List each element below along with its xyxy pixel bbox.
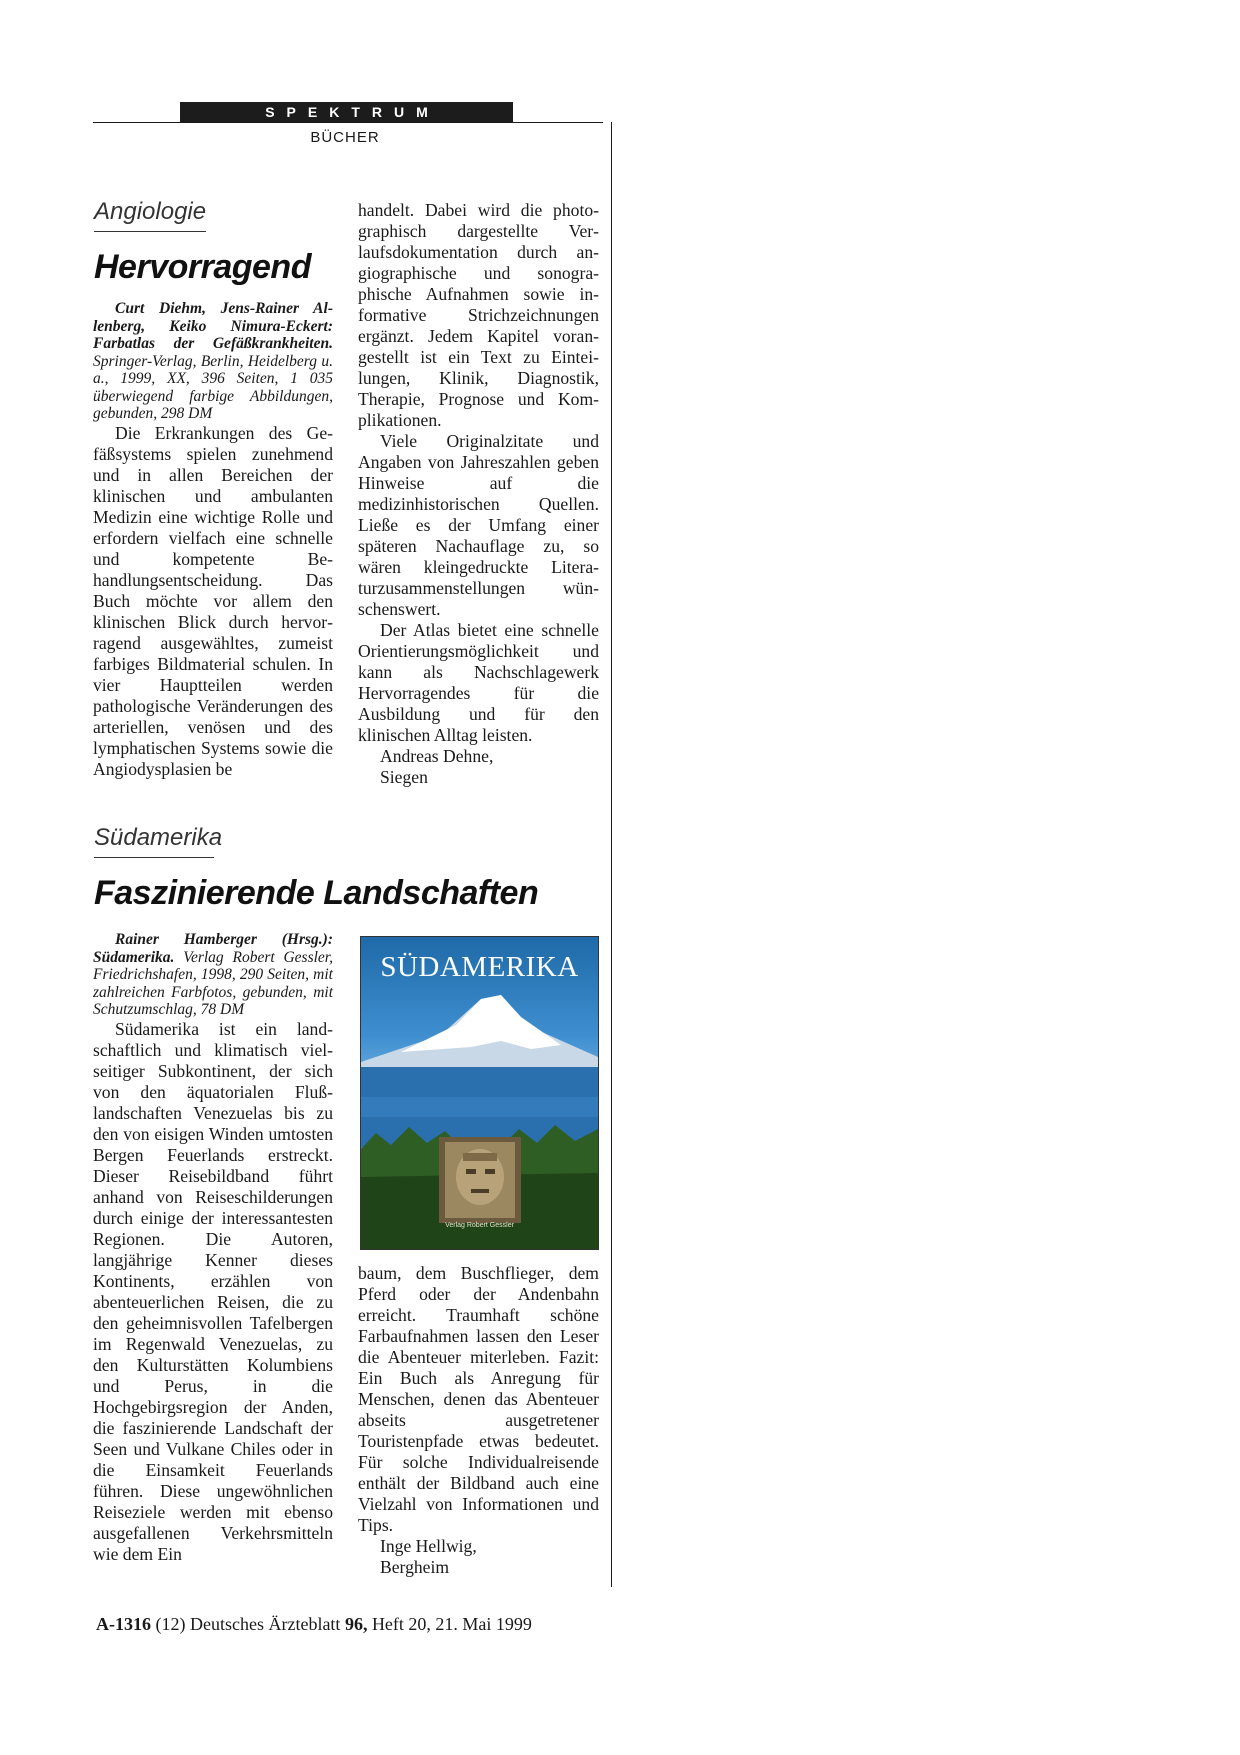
cover-publisher: Verlag Robert Gessler (445, 1222, 514, 1229)
section-label: BÜCHER (310, 129, 380, 146)
article2-biblio-details: Verlag Robert Gessler, Friedrichshafen, 1998, 290 Seiten, mit zahlreichen Farbfotos, gebunden, mit Schutzumschlag, 78 DM (93, 948, 333, 1018)
article1-headline: Hervorragend (94, 248, 311, 286)
book-cover-image (360, 936, 599, 1250)
article1-paragraph-1-cont: handelt. Dabei wird die photographisch dargestellte Verlaufsdokumentation durch angiographische und sonographische Aufnahmen sowie informative Strichzeichnungen ergänzt. Jedem Kapitel vorangestellt ist ein Text zu Einteilungen, Klinik, Diagnostik, Therapie, Prognose und Komplikationen. (358, 200, 599, 430)
article2-place: Bergheim (380, 1557, 450, 1577)
article1-paragraph-2: Viele Originalzitate und Angaben von Jahreszahlen geben Hinweise auf die medizinhistorischen Quellen. Ließe es der Umfang einer späteren Nachauflage zu, so wären kleingedruckte Literaturzusammenstellungen wünschenswert. (358, 431, 599, 619)
article1-biblio-authors: Curt Diehm, Jens-Rainer Allenberg, Keiko Nimura-Eckert: Farbatlas der Gefäßkrankheiten. (93, 300, 333, 352)
page-footer (96, 1614, 532, 1635)
article1-category: Angiologie (94, 198, 207, 225)
article2-paragraph-1: Südamerika ist ein landschaftlich und klimatisch vielseitiger Subkontinent, der sich von den äquatorialen Flußlandschaften Venezuelas bis zu den von eisigen Winden umtosten Bergen Feuerlands erstreckt. Dieser Reisebildband führt anhand von Reiseschilderungen durch einige der interessantesten Regionen. Die Autoren, langjährige Kenner dieses Kontinents, erzählen von abenteuerlichen Reisen, die zu den geheimnisvollen Tafelbergen im Regenwald Venezuelas, zu den Kulturstätten Kolumbiens und Perus, in die Hochgebirgsregion der Anden, die faszinierende Landschaft der Seen und Vulkane Chiles oder in die Einsamkeit Feuerlands führen. Diese ungewöhnlichen Reiseziele werden mit ebenso ausgefallenen Verkehrsmitteln wie dem Ein (93, 1018, 333, 1564)
article2-bibliography (93, 931, 333, 1019)
article2-right-column (358, 1263, 599, 1578)
article1-paragraph-1: Die Erkrankungen des Gefäßsystems spielen zunehmend und in allen Bereichen der klinischen und ambulanten Medizin eine wichtige Rolle und erfordern vielfach eine schnelle und kompetente Behandlungsentscheidung. Das Buch möchte vor allem den klinischen Blick durch hervorragend ausgewähltes, zumeist farbiges Bildmaterial schulen. In vier Hauptteilen werden pathologische Veränderungen des arteriellen, venösen und des lymphatischen Systems sowie die Angiodysplasien be (93, 422, 333, 779)
journal-issue-suffix: Heft 20, 21. Mai 1999 (367, 1614, 532, 1634)
spektrum-banner: SPEKTRUM (180, 102, 513, 122)
article1-author: Andreas Dehne, (380, 746, 494, 766)
article1-right-column (358, 200, 599, 788)
page-number: A-1316 (96, 1614, 151, 1634)
volcano-landscape-illustration (361, 937, 598, 1249)
article2-paragraph-1-cont: baum, dem Buschflieger, dem Pferd oder der Andenbahn erreicht. Traumhaft schöne Farbaufnahmen lassen den Leser die Abenteuer miterleben. Fazit: Ein Buch als Anregung für Menschen, denen das Abenteuer abseits ausgetretener Touristenpfade etwas bedeutet. Für solche Individualreisende enthält der Bildband auch eine Vielzahl von Informationen und Tips. (358, 1263, 599, 1535)
article1-place: Siegen (380, 767, 428, 787)
article1-left-column (93, 300, 333, 780)
header-rule (93, 122, 603, 123)
article1-paragraph-3: Der Atlas bietet eine schnelle Orientierungsmöglichkeit und kann als Nachschlagewerk Hervorragendes für die Ausbildung und für den klinischen Alltag leisten. (358, 620, 599, 745)
article2-author: Inge Hellwig, (380, 1536, 477, 1556)
column-divider (611, 122, 612, 1587)
article2-headline: Faszinierende Landschaften (94, 874, 539, 912)
article2-biblio-authors: Rainer Hamberger (Hrsg.): Südamerika. (93, 931, 333, 966)
journal-issue-prefix: (12) Deutsches Ärzteblatt (155, 1614, 345, 1634)
article2-category: Südamerika (94, 824, 223, 851)
article1-category-rule (94, 231, 206, 232)
article1-bibliography (93, 300, 333, 423)
article1-biblio-details: Springer-Verlag, Berlin, Heidelberg u. a., 1999, XX, 396 Seiten, 1 035 überwiegend farbige Abbildungen, gebunden, 298 DM (93, 352, 333, 422)
journal-volume: 96, (344, 1614, 368, 1634)
article2-category-rule (94, 857, 214, 858)
article2-left-column (93, 931, 333, 1565)
cover-title: SÜDAMERIKA (380, 951, 579, 983)
